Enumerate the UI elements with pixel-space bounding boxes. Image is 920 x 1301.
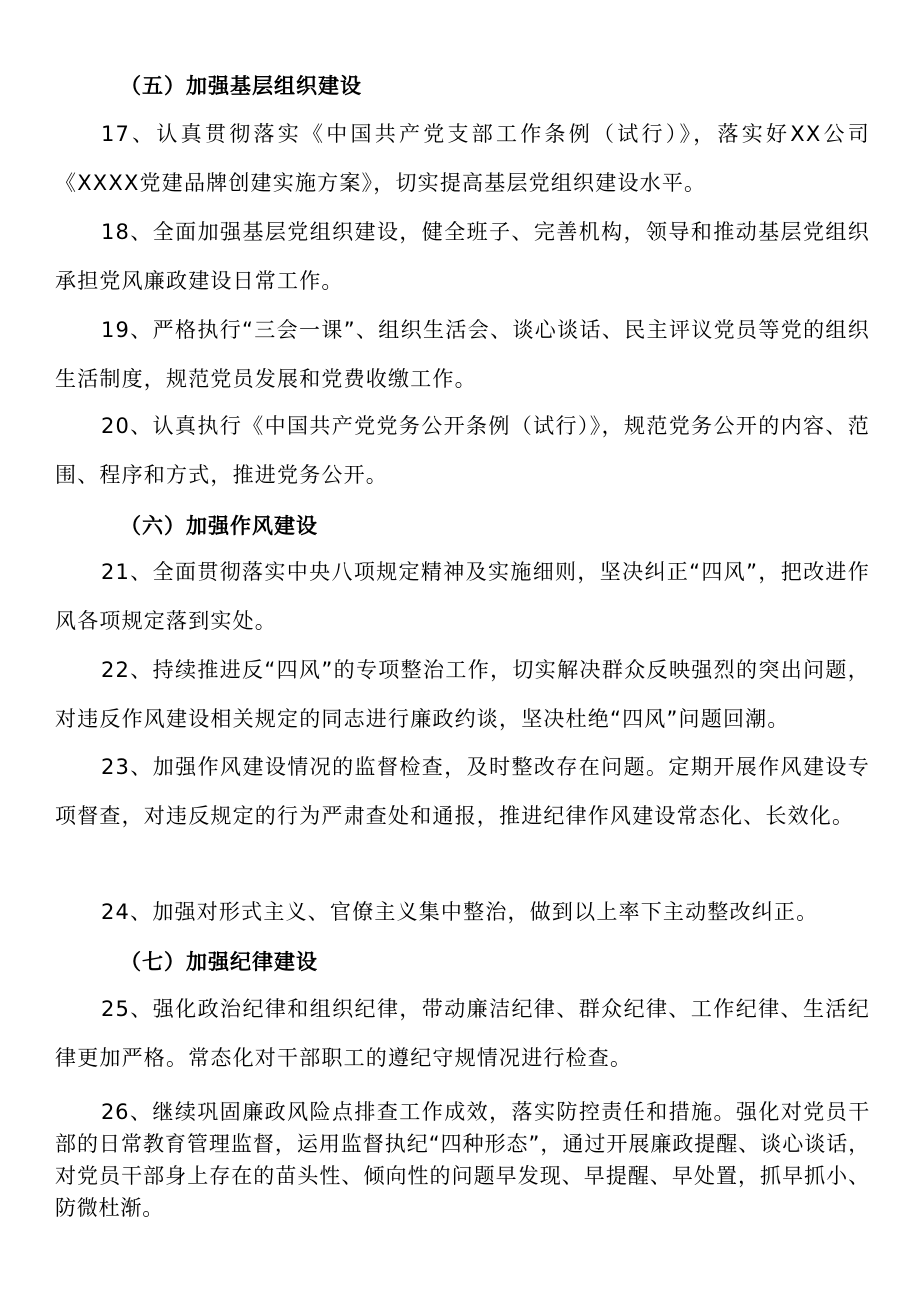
- paragraph-25: 25、强化政治纪律和组织纪律，带动廉洁纪律、群众纪律、工作纪律、生活纪律更加严格。常态化对干部职工的遵纪守规情况进行检查。: [55, 997, 870, 1070]
- section-heading-6: （六）加强作风建设: [120, 514, 318, 538]
- paragraph-18: 18、全面加强基层党组织建设，健全班子、完善机构，领导和推动基层党组织承担党风廉政建设日常工作。: [55, 220, 870, 293]
- section-heading-7: （七）加强纪律建设: [120, 950, 318, 974]
- paragraph-21: 21、全面贯彻落实中央八项规定精神及实施细则，坚决纠正“四风”，把改进作风各项规定落到实处。: [55, 560, 870, 633]
- paragraph-22: 22、持续推进反“四风”的专项整治工作，切实解决群众反映强烈的突出问题，对违反作风建设相关规定的同志进行廉政约谈，坚决杜绝“四风”问题回潮。: [55, 658, 870, 731]
- paragraph-17: 17、认真贯彻落实《中国共产党支部工作条例（试行）》，落实好XX公司《XXXX党建品牌创建实施方案》，切实提高基层党组织建设水平。: [55, 122, 870, 195]
- section-heading-5: （五）加强基层组织建设: [120, 74, 362, 98]
- paragraph-26: 26、继续巩固廉政风险点排查工作成效，落实防控责任和措施。强化对党员干部的日常教育管理监督，运用监督执纪“四种形态”，通过开展廉政提醒、谈心谈话，对党员干部身上存在的苗头性、倾向性的问题早发现、早提醒、早处置，抓早抓小、防微杜渐。: [55, 1100, 870, 1220]
- paragraph-20: 20、认真执行《中国共产党党务公开条例（试行）》，规范党务公开的内容、范围、程序和方式，推进党务公开。: [55, 414, 870, 487]
- paragraph-19: 19、严格执行“三会一课”、组织生活会、谈心谈话、民主评议党员等党的组织生活制度，规范党员发展和党费收缴工作。: [55, 318, 870, 391]
- paragraph-23: 23、加强作风建设情况的监督检查，及时整改存在问题。定期开展作风建设专项督查，对违反规定的行为严肃查处和通报，推进纪律作风建设常态化、长效化。: [55, 755, 870, 828]
- paragraph-24: 24、加强对形式主义、官僚主义集中整治，做到以上率下主动整改纠正。: [101, 900, 819, 924]
